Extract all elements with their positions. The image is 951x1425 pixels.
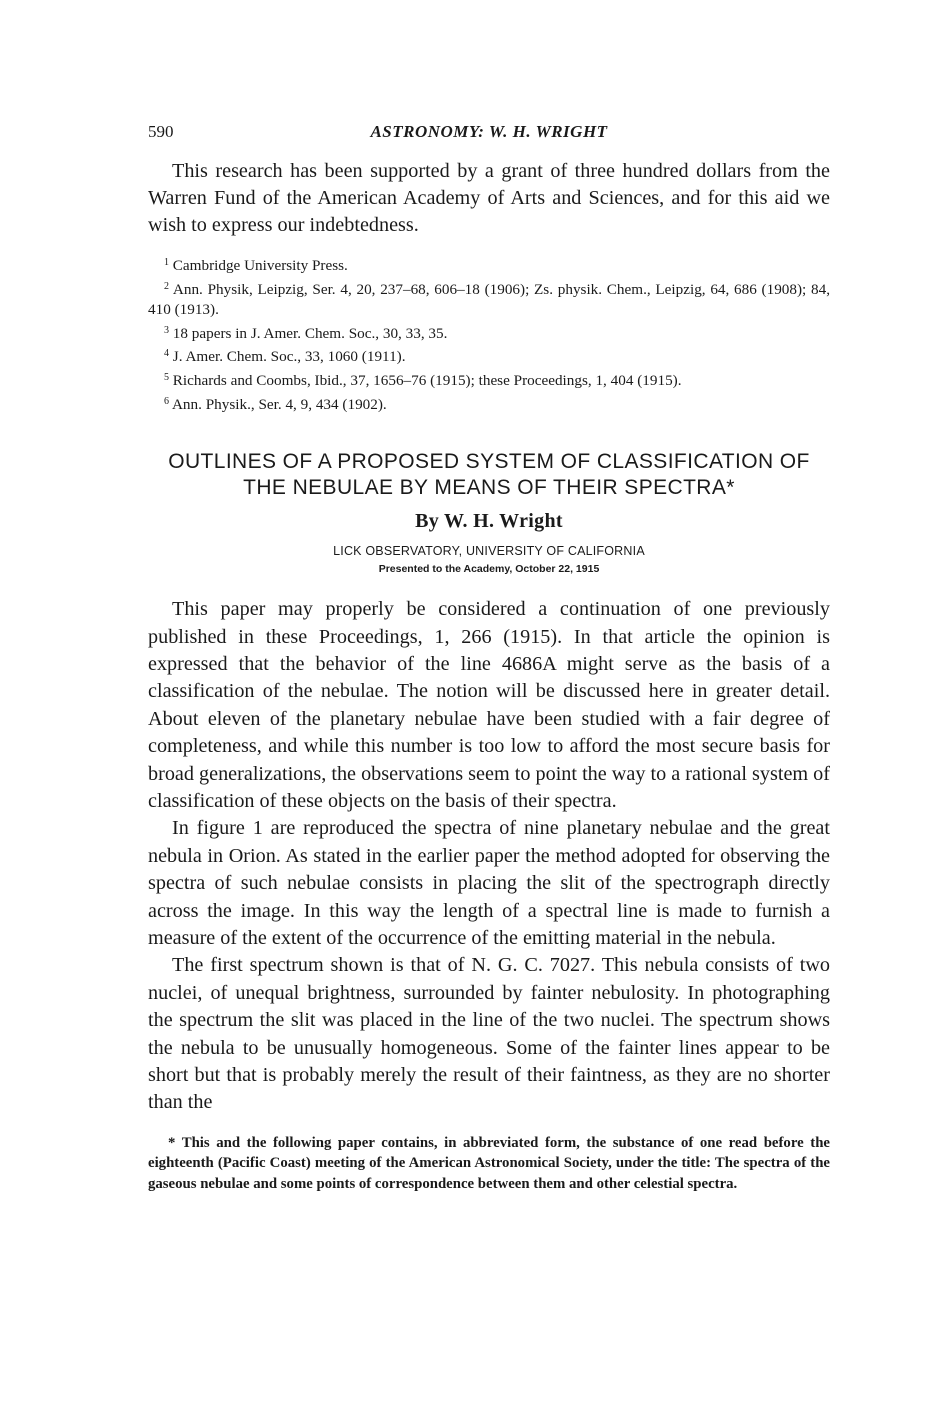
page-number: 590 — [148, 122, 174, 141]
body-paragraph: The first spectrum shown is that of N. G. C. 7027. This nebula consists of two nuclei, of unequal brightness, surrounded by fainter nebulosity. In photographing the spectrum the slit was placed in the line of the two nuclei. The spectrum shows the nebula to be unusually homogeneous. Some of the fainter lines appear to be short but that is probably merely the result of their faintness, as they are no shorter than the — [148, 954, 830, 1114]
running-head: ASTRONOMY: W. H. WRIGHT — [370, 122, 608, 141]
reference-note: $^4$ J. Amer. Chem. Soc., 33, 1060 (1911). — [164, 348, 406, 366]
reference-note: $^1$ Cambridge University Press. — [164, 257, 348, 274]
body-paragraph: This paper may properly be considered a continuation of one previously published in these Proceedings, 1, 266 (1915). In that article the opinion is expressed that the behavior of the line 4686A might serve as the basis of a classification of the nebulae. The notion will be discussed here in greater detail. About eleven of the planetary nebulae have been studied with a fair degree of completeness, and while this number is too low to afford the most secure basis for broad generalizations, the observations seem to point the way to a rational system of classification of these objects on the basis of their spectra. — [148, 598, 830, 812]
article-title-line-2: THE NEBULAE BY MEANS OF THEIR SPECTRA* — [243, 476, 735, 500]
article-body — [148, 596, 830, 1117]
body-paragraph: In figure 1 are reproduced the spectra of nine planetary nebulae and the great nebula in Orion. As stated in the earlier paper the method adopted for observing the spectra of such nebulae consists in placing the slit of the spectrograph directly across the image. In this way the length of a spectral line is made to furnish a measure of the extent of the occurrence of the emitting material in the nebula. — [148, 817, 830, 950]
reference-note: $^5$ Richards and Coombs, Ibid., 37, 1656–76 (1915); these Proceedings, 1, 404 (1915). — [164, 371, 682, 389]
reference-notes — [148, 253, 830, 415]
footnote-text: * This and the following paper contains, in abbreviated form, the substance of one read before the eighteenth (Pacific Coast) meeting of the American Astronomical Society, under the title: The spectra of the gaseous nebulae and some points of correspondence between them and other celestial spectra. — [148, 1134, 830, 1192]
article-author: By W. H. Wright — [415, 510, 563, 533]
page-header — [148, 118, 830, 146]
article-heading — [148, 449, 830, 575]
preceding-paragraph: This research has been supported by a grant of three hundred dollars from the Warren Fund of the American Academy of Arts and Sciences, and for this aid we wish to express our indebtedness. — [148, 160, 830, 236]
reference-note: $^6$ Ann. Physik., Ser. 4, 9, 434 (1902). — [164, 395, 387, 413]
article-title-line-1: OUTLINES OF A PROPOSED SYSTEM OF CLASSIFICATION OF — [168, 450, 810, 474]
article-affiliation: LICK OBSERVATORY, UNIVERSITY OF CALIFORNIA — [333, 544, 645, 559]
presented-date: Presented to the Academy, October 22, 1915 — [378, 563, 600, 576]
page — [148, 118, 830, 1194]
reference-note: $^2$ Ann. Physik, Leipzig, Ser. 4, 20, 237–68, 606–18 (1906); Zs. physik. Chem., Leipzig, 64, 686 (1908); 84, 410 (1913). — [148, 280, 830, 319]
reference-note: $^3$ 18 papers in J. Amer. Chem. Soc., 30, 33, 35. — [164, 324, 448, 342]
article-footnote — [148, 1133, 830, 1194]
